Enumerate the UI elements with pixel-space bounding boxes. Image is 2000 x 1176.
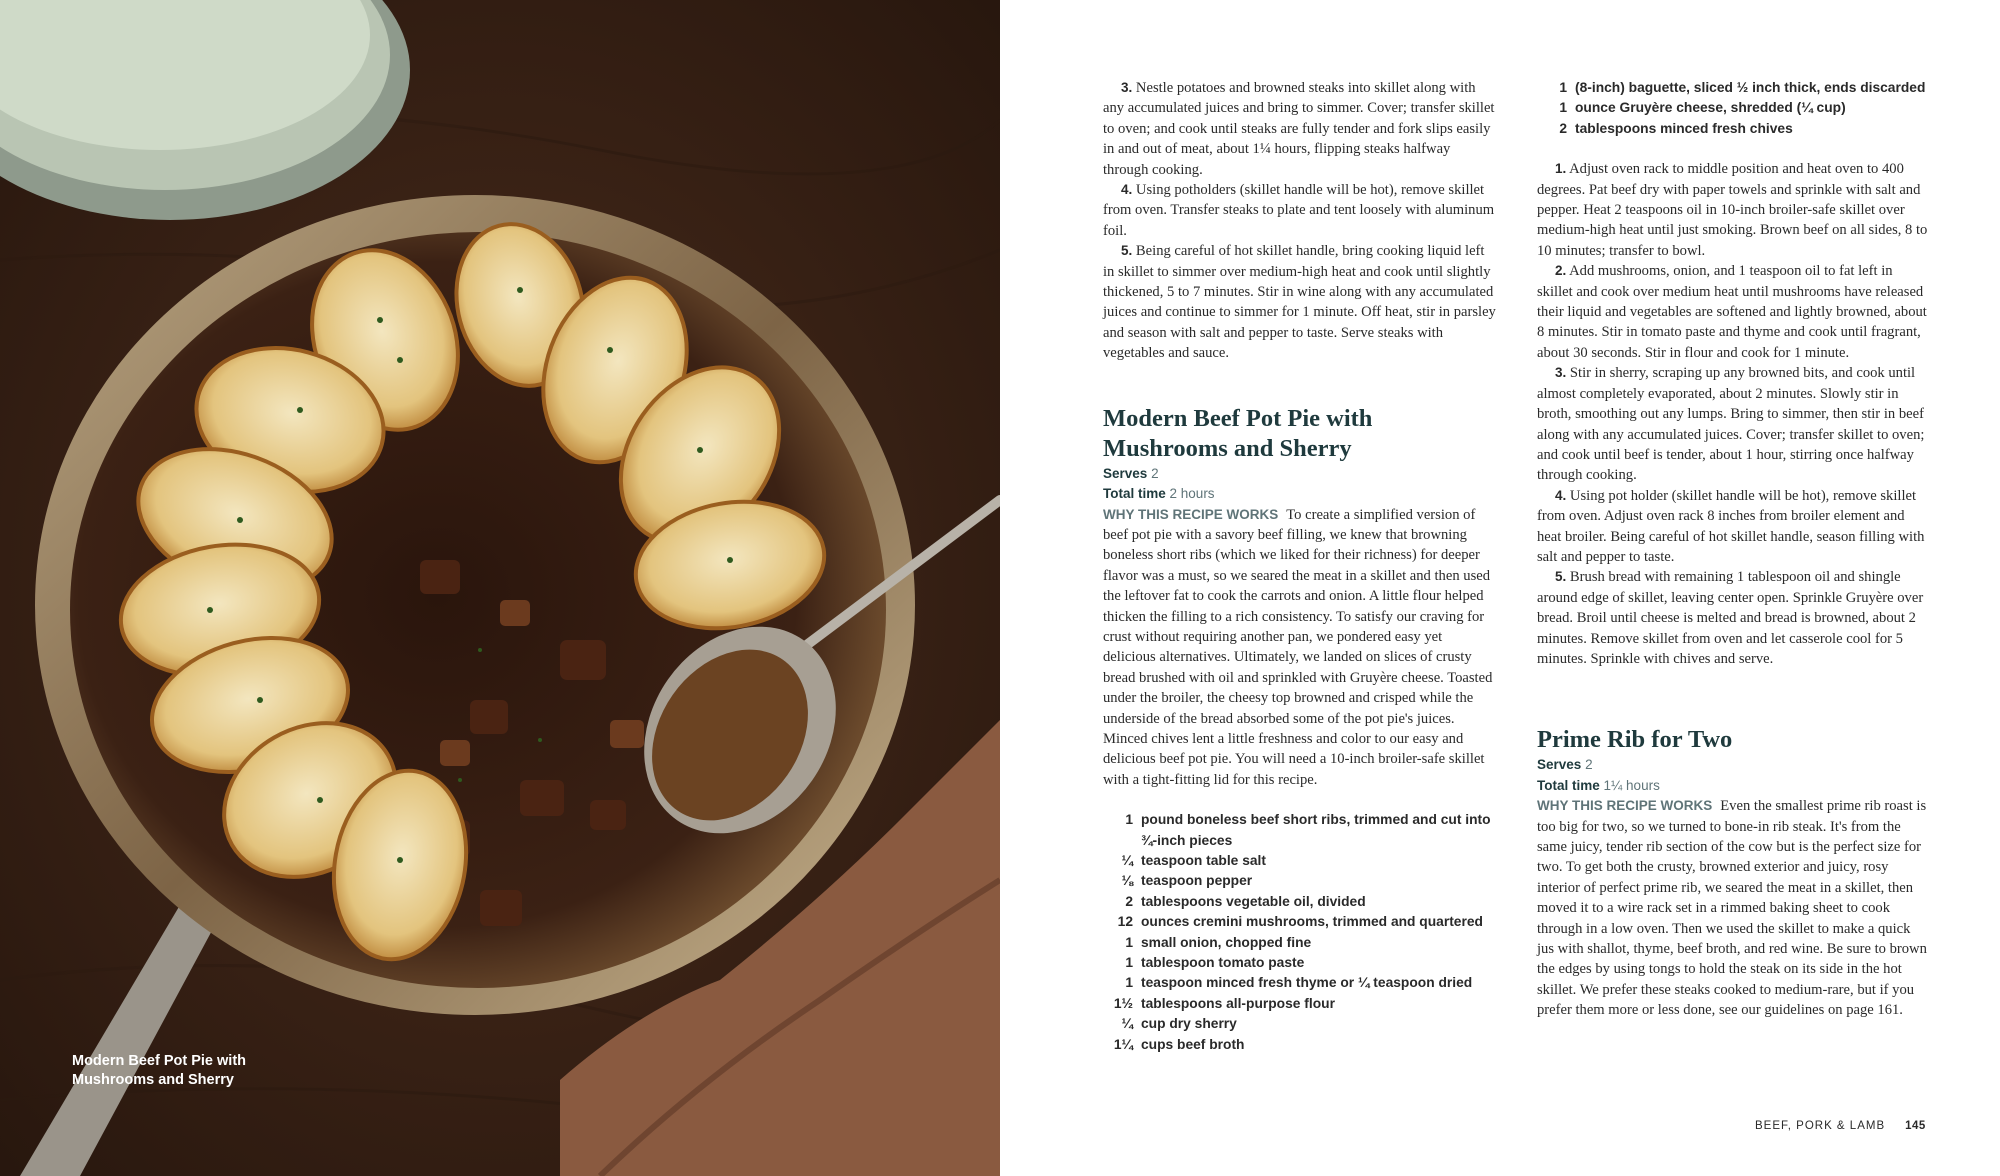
ingredient-item [1103,871,1496,891]
step-text: Stir in sherry, scraping up any browned bits, and cook until almost completely evaporated, about 2 minutes. Slowly stir in broth, smoothing out any lumps. Bring to simmer, then stir in beef along with any accumulated juices. Cover; transfer skillet to oven; and cook until beef is tender, about 1 hour, stirring once halfway through cooking. [1537,365,1925,484]
ingredient-text: cups beef broth [1141,1036,1245,1052]
caption-line-1: Modern Beef Pot Pie with [72,1053,247,1069]
ingredient-qty: 12 [1117,914,1133,930]
ingredient-qty: ⅛ [1121,873,1133,889]
ingredient-item [1537,119,1930,139]
ingredient-item [1103,1035,1496,1055]
section-name: BEEF, PORK & LAMB [1755,1120,1886,1132]
ingredient-text: tablespoons all-purpose flour [1141,995,1335,1011]
step-number: 4. [1121,182,1133,198]
ingredient-list [1103,810,1496,1055]
ingredient-item [1103,810,1496,851]
ingredient-qty: 1 [1125,934,1133,950]
ingredient-text: ounce Gruyère cheese, shredded (¼ cup) [1575,100,1846,116]
recipe-page [1000,0,2000,1176]
ingredient-item [1537,98,1930,118]
ingredient-qty: 1½ [1113,995,1133,1011]
page-footer [1755,1120,1926,1132]
step-number: 3. [1555,365,1567,381]
ingredient-item [1103,912,1496,932]
why-paragraph [1103,505,1496,791]
method-step [1537,567,1930,669]
step-number: 1. [1555,161,1567,177]
ingredient-qty: 1¼ [1113,1036,1133,1052]
step-text: Brush bread with remaining 1 tablespoon oil and shingle around edge of skillet, leaving center open. Sprinkle Gruyère over bread. Broil until cheese is melted and bread is browned, about 2 minutes. Remove skillet from oven and let casserole cool for 5 minutes. Sprinkle with chives and serve. [1537,569,1924,667]
step-number: 5. [1555,569,1567,585]
step-number: 3. [1121,80,1133,95]
ingredient-text: pound boneless beef short ribs, trimmed and cut into ¾-inch pieces [1141,812,1491,848]
ingredient-text: tablespoons vegetable oil, divided [1141,893,1366,909]
ingredient-item [1103,953,1496,973]
recipe-title-line-1: Modern Beef Pot Pie with [1103,404,1373,432]
why-text: Even the smallest prime rib roast is too big for two, so we turned to bone-in rib steak. It's from the same juicy, tender rib section of the cow but is the perfect size for two. To get both the crusty, browned exterior and juicy, rosy interior of perfect prime rib, we seared the meat in a skillet, then moved it to a wire rack set in a rimmed baking sheet to cook through in a low oven. Then we used the skillet to make a quick jus with shallot, thyme, beef broth, and red wine. Be sure to brown the edges by using tongs to hold the steak on its side in the hot skillet. We prefer these steaks cooked to medium-rare, but if you prefer them more or less done, see our guidelines on page 161. [1537,798,1927,1019]
page-number: 145 [1905,1120,1926,1132]
serves-label: Serves [1103,465,1148,481]
method-step [1537,261,1930,363]
ingredient-text: tablespoons minced fresh chives [1575,120,1793,136]
serves-value: 2 [1151,465,1159,481]
step-number: 5. [1121,243,1133,259]
caption-line-2: Mushrooms and Sherry [72,1072,234,1088]
ingredient-text: (8-inch) baguette, sliced ½ inch thick, ends discarded [1575,80,1926,95]
why-text: To create a simplified version of beef pot pie with a savory beef filling, we knew that browning boneless short ribs (which we liked for their richness) for deeper flavor was a must, so we seared the meat in a skillet and then used the leftover fat to cook the carrots and onion. A little flour helped thicken the filling to a rich consistency. To satisfy our craving for crust without requiring another pan, we pondered easy yet delicious alternatives. Ultimately, we landed on slices of crusty bread brushed with oil and sprinkled with Gruyère cheese. Toasted under the broiler, the cheesy top browned and crisped while the underside of the bread absorbed some of the pot pie's juices. Minced chives lent a little freshness and color to our easy and delicious beef pot pie. You will need a 10-inch broiler-safe skillet with a tight-fitting lid for this recipe. [1103,506,1493,788]
prev-step [1103,180,1496,241]
recipe-title [1103,404,1496,464]
serves-row [1103,464,1496,484]
step-text: Being careful of hot skillet handle, bring cooking liquid left in skillet to simmer over medium-high heat and cook until slightly thickened, 5 to 7 minutes. Stir in wine along with any accumulated juices and continue to simmer for 1 minute. Off heat, stir in parsley and season with salt and pepper to taste. Serve steaks with vegetables and sauce. [1103,243,1496,362]
left-column [1103,78,1496,1055]
prev-step [1103,78,1496,180]
step-text: Using pot holder (skillet handle will be hot), remove skillet from oven. Adjust oven rack 8 inches from broiler element and heat broiler. Being careful of hot skillet handle, season filling with salt and pepper to taste. [1537,487,1925,565]
ingredient-item [1103,973,1496,993]
ingredient-item [1103,851,1496,871]
step-number: 4. [1555,487,1567,503]
recipe-title-line-2: Mushrooms and Sherry [1103,434,1352,462]
total-time-row [1537,776,1930,796]
method-step [1537,363,1930,485]
photo-caption [72,1052,312,1090]
ingredient-qty: 1 [1559,80,1567,95]
ingredient-qty: 2 [1125,893,1133,909]
serves-row [1537,755,1930,775]
ingredient-item [1103,1014,1496,1034]
step-text: Add mushrooms, onion, and 1 teaspoon oil to fat left in skillet and cook over medium heat until mushrooms have released their liquid and vegetables are softened and lightly browned, about 8 minutes. Stir in tomato paste and thyme and cook until fragrant, about 30 seconds. Stir in flour and cook for 1 minute. [1537,263,1927,361]
ingredient-qty: 1 [1125,812,1133,828]
ingredient-text: teaspoon pepper [1141,873,1253,889]
ingredient-qty: 1 [1125,975,1133,991]
method-step [1537,486,1930,568]
total-time-value: 2 hours [1169,486,1215,502]
ingredient-text: teaspoon minced fresh thyme or ¼ teaspoon dried [1141,975,1473,991]
ingredient-text: cup dry sherry [1141,1016,1237,1032]
ingredient-qty: 1 [1125,955,1133,971]
recipe-title-prime-rib: Prime Rib for Two [1537,726,1733,754]
why-label: WHY THIS RECIPE WORKS [1537,798,1713,814]
right-column [1537,78,1930,1021]
serves-label: Serves [1537,757,1582,773]
ingredient-text: teaspoon table salt [1141,853,1266,868]
ingredient-text: small onion, chopped fine [1141,934,1312,950]
ingredient-item [1103,994,1496,1014]
prev-step [1103,241,1496,363]
ingredient-list-continued [1537,78,1930,139]
method-step [1537,159,1930,261]
step-text: Using potholders (skillet handle will be hot), remove skillet from oven. Transfer steaks to plate and tent loosely with aluminum foil. [1103,182,1495,239]
ingredient-item [1103,892,1496,912]
total-time-label: Total time [1537,777,1600,793]
why-label: WHY THIS RECIPE WORKS [1103,506,1279,522]
ingredient-qty: 2 [1559,120,1567,136]
ingredient-text: tablespoon tomato paste [1141,955,1305,971]
total-time-label: Total time [1103,486,1166,502]
ingredient-qty: 1 [1559,100,1567,116]
ingredient-text: ounces cremini mushrooms, trimmed and quartered [1141,914,1483,930]
step-number: 2. [1555,263,1567,279]
why-paragraph [1537,796,1930,1020]
ingredient-qty: ¼ [1121,853,1133,868]
serves-value: 2 [1585,757,1593,773]
total-time-row [1103,484,1496,504]
ingredient-item [1537,78,1930,98]
step-text: Adjust oven rack to middle position and heat oven to 400 degrees. Pat beef dry with paper towels and sprinkle with salt and pepper. Heat 2 teaspoons oil in 10-inch broiler-safe skillet over medium-high heat until just smoking. Brown beef on all sides, 8 to 10 minutes; transfer to bowl. [1537,161,1928,259]
ingredient-qty: ¼ [1121,1016,1133,1032]
ingredient-item [1103,933,1496,953]
total-time-value: 1¼ hours [1603,777,1660,793]
step-text: Nestle potatoes and browned steaks into skillet along with any accumulated juices and bring to simmer. Cover; transfer skillet to oven; and cook until steaks are fully tender and fork slips easily in and out of meat, about 1¼ hours, flipping steaks halfway through cooking. [1103,80,1495,178]
